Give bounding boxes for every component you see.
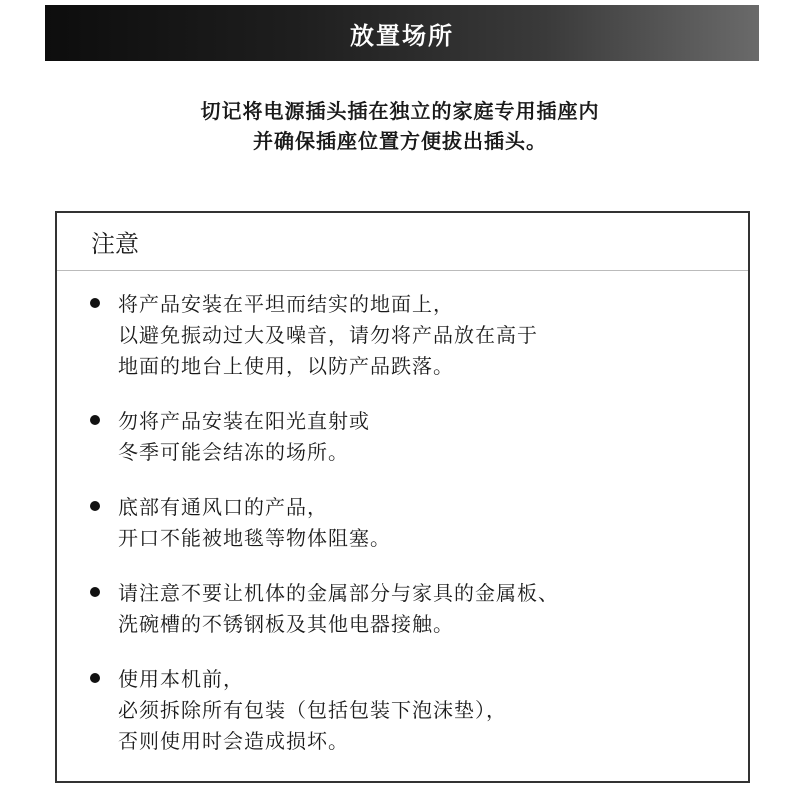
intro-text xyxy=(0,96,800,156)
caution-header xyxy=(57,213,748,271)
bullet-icon xyxy=(90,501,100,511)
bullet-icon xyxy=(90,415,100,425)
intro-line: 并确保插座位置方便拔出插头。 xyxy=(253,129,547,153)
caution-line: 以避免振动过大及噪音，请勿将产品放在高于 xyxy=(118,323,538,347)
bullet-icon xyxy=(90,298,100,308)
caution-item xyxy=(57,664,748,757)
bullet-icon xyxy=(90,673,100,683)
caution-item xyxy=(57,578,748,640)
caution-line: 必须拆除所有包装（包括包装下泡沫垫）， xyxy=(118,698,507,722)
caution-line: 洗碗槽的不锈钢板及其他电器接触。 xyxy=(118,612,454,636)
caution-line: 请注意不要让机体的金属部分与家具的金属板、 xyxy=(118,581,559,605)
caution-line: 底部有通风口的产品， xyxy=(118,495,328,519)
caution-line: 地面的地台上使用，以防产品跌落。 xyxy=(118,354,454,378)
caution-item xyxy=(57,492,748,554)
caution-line: 勿将产品安装在阳光直射或 xyxy=(118,409,370,433)
caution-item xyxy=(57,406,748,468)
bullet-icon xyxy=(90,587,100,597)
caution-line: 开口不能被地毯等物体阻塞。 xyxy=(118,526,391,550)
intro-line: 切记将电源插头插在独立的家庭专用插座内 xyxy=(200,99,600,123)
caution-line: 将产品安装在平坦而结实的地面上， xyxy=(118,292,454,316)
section-header-bar xyxy=(45,5,759,61)
caution-title: 注意 xyxy=(91,230,139,258)
caution-box xyxy=(55,211,750,783)
caution-list xyxy=(57,271,748,757)
section-title: 放置场所 xyxy=(350,21,454,50)
caution-line: 否则使用时会造成损坏。 xyxy=(118,729,349,753)
caution-line: 使用本机前， xyxy=(118,667,244,691)
caution-item xyxy=(57,289,748,382)
caution-line: 冬季可能会结冻的场所。 xyxy=(118,440,349,464)
